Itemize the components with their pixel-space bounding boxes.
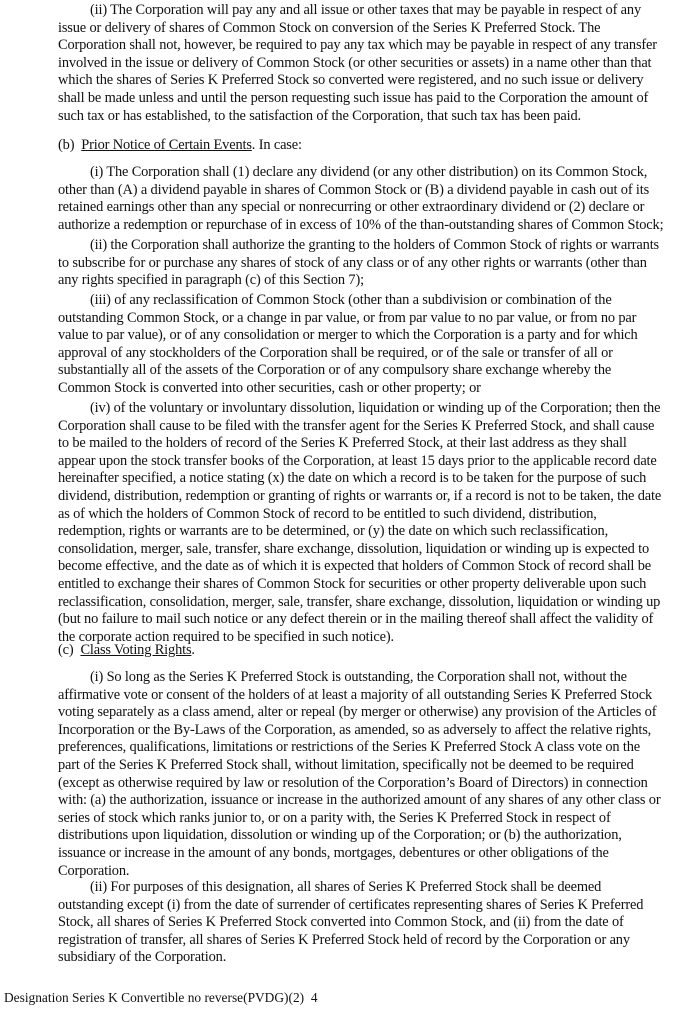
- text-line: redemption, rights or warrants are to be determined, or (y) the date on which such reclassification,: [58, 523, 609, 540]
- section-b-heading: [58, 137, 698, 155]
- text-line: (iii) of any reclassification of Common Stock (other than a subdivision or combination of the: [90, 292, 612, 308]
- text-line: Corporation.: [58, 862, 130, 879]
- text-line: other than (A) a dividend payable in shares of Common Stock or (B) a dividend payable in cash out of its: [58, 181, 650, 198]
- text-line: value to par value), or of any consolidation or merger to which the Corporation is a party and for which: [58, 327, 638, 344]
- text-line: substantially all of the assets of the Corporation or of any compulsory share exchange whereby the: [58, 362, 612, 379]
- paragraph-c-ii: [58, 879, 698, 967]
- text-line: (ii) For purposes of this designation, all shares of Series K Preferred Stock shall be deemed: [90, 879, 602, 895]
- text-line: Corporation shall cause to be filed with the transfer agent for the Series K Preferred Stock, and shall cause: [58, 417, 655, 434]
- text-line: consolidation, merger, sale, transfer, share exchange, dissolution, liquidation or winding up is expected to: [58, 540, 650, 557]
- text-line: (i) So long as the Series K Preferred Stock is outstanding, the Corporation shall not, without the: [90, 669, 627, 685]
- text-line: affirmative vote or consent of the holders of at least a majority of all outstanding Series K Preferred Stock: [58, 686, 653, 703]
- text-line: retained earnings other than any special or nonrecurring or other extraordinary dividend or (2) declare or: [58, 199, 645, 216]
- text-line: to be mailed to the holders of record of the Series K Preferred Stock, at their last address as they shall: [58, 435, 627, 452]
- text-line: reclassification, consolidation, merger, sale, transfer, share exchange, dissolution, liquidation or winding up: [58, 593, 661, 610]
- page-footer: [4, 990, 318, 1006]
- text-line: such tax or has established, to the satisfaction of the Corporation, that such tax has been paid.: [58, 107, 581, 124]
- section-b-title: Prior Notice of Certain Events: [81, 137, 252, 153]
- page-number: 4: [310, 990, 318, 1005]
- text-line: become effective, and the date as of which it is expected that holders of Common Stock of record shall be: [58, 558, 651, 575]
- text-line: issue or delivery of shares of Common Stock on conversion of the Series K Preferred Stock. The: [58, 19, 601, 36]
- text-line: appear upon the stock transfer books of the Corporation, at least 15 days prior to the applicable record date: [58, 452, 657, 469]
- text-line: hereinafter specified, a notice stating (x) the date on which a record is to be taken for the purpose of such: [58, 470, 647, 487]
- text-line: the corporate action required to be specified in such notice).: [58, 628, 394, 645]
- text-line: any rights specified in paragraph (c) of this Section 7);: [58, 272, 364, 289]
- text-line: (iv) of the voluntary or involuntary dissolution, liquidation or winding up of the Corporation; then the: [90, 400, 661, 416]
- text-line: registration of transfer, all shares of Series K Preferred Stock held of record by the Corporation or any: [58, 931, 630, 948]
- paragraph-a-ii: [58, 2, 698, 125]
- text-line: with: (a) the authorization, issuance or increase in the authorized amount of any shares of any other class or: [58, 792, 661, 809]
- text-line: distributions upon liquidation, dissolution or winding up of the Corporation; or (b) the authorization,: [58, 827, 622, 844]
- text-line: approval of any stockholders of the Corporation shall be required, or of the sale or transfer of all or: [58, 344, 613, 361]
- paragraph-b-i: [58, 164, 698, 234]
- text-line: Corporation shall not, however, be required to pay any tax which may be payable in respect of any transfer: [58, 37, 657, 54]
- paragraph-b-ii: [58, 237, 698, 290]
- text-line: voting separately as a class amend, alter or repeal (by merger or otherwise) any provision of the Articles of: [58, 704, 657, 721]
- section-c-title: Class Voting Rights: [80, 642, 192, 658]
- text-line: series of stock which ranks junior to, or on a parity with, the Series K Preferred Stock in respect of: [58, 809, 611, 826]
- text-line: entitled to exchange their shares of Common Stock for securities or other property deliverable upon such: [58, 575, 647, 592]
- text-line: (ii) the Corporation shall authorize the granting to the holders of Common Stock of rights or warrants: [90, 237, 659, 253]
- text-line: issuance or increase in the amount of any bonds, mortgages, debentures or other obligations of the: [58, 844, 609, 861]
- text-line: shall be made unless and until the person requesting such issue has paid to the Corporation the amount of: [58, 89, 649, 106]
- paragraph-c-i: [58, 669, 698, 880]
- text-line: involved in the issue or delivery of Common Stock (or other securities or assets) in a name other than that: [58, 54, 652, 71]
- paragraph-b-iii: [58, 292, 698, 398]
- section-b-label: (b): [58, 137, 75, 153]
- text-line: which the shares of Series K Preferred Stock so converted were registered, and no such issue or delivery: [58, 72, 644, 89]
- text-line: authorize a redemption or repurchase of in excess of 10% of the than-outstanding shares of Common Stock;: [58, 216, 664, 233]
- text-line: preferences, qualifications, limitations or restrictions of the Series K Preferred Stock A class vote on the: [58, 739, 641, 756]
- section-c-label: (c): [58, 642, 74, 658]
- text-line: outstanding except (i) from the date of surrender of certificates representing shares of Series K Preferred: [58, 896, 644, 913]
- text-line: part of the Series K Preferred Stock shall, without limitation, specifically not be deemed to be required: [58, 756, 634, 773]
- text-line: (i) The Corporation shall (1) declare any dividend (or any other distribution) on its Common Stock,: [90, 164, 648, 180]
- text-line: Incorporation or the By-Laws of the Corporation, as amended, so as adversely to affect the relative rights,: [58, 721, 652, 738]
- text-line: to subscribe for or purchase any shares of stock of any class or of any other rights or warrants (other than: [58, 254, 647, 271]
- section-b-suffix: . In case:: [251, 137, 302, 153]
- text-line: outstanding Common Stock, or a change in par value, or from par value to no par value, or from no par: [58, 309, 637, 326]
- text-line: (except as otherwise required by law or resolution of the Corporation’s Board of Directors) in connection: [58, 774, 648, 791]
- paragraph-b-iv: [58, 400, 698, 646]
- text-line: Stock, all shares of Series K Preferred Stock converted into Common Stock, and (ii) from the date of: [58, 914, 624, 931]
- text-line: (ii) The Corporation will pay any and all issue or other taxes that may be payable in respect of any: [90, 2, 641, 18]
- text-line: dividend, distribution, redemption or granting of rights or warrants or, if a record is not to be taken, the date: [58, 487, 662, 504]
- section-c-heading: [58, 642, 698, 660]
- text-line: (but no failure to mail such notice or any defect therein or in the mailing thereof shall affect the validity of: [58, 611, 654, 628]
- text-line: as of which the holders of Common Stock of record to be entitled to such dividend, distribution,: [58, 505, 597, 522]
- text-line: Common Stock is converted into other securities, cash or other property; or: [58, 379, 481, 396]
- section-c-suffix: .: [191, 642, 195, 658]
- footer-document-name: Designation Series K Convertible no reverse(PVDG)(2): [4, 990, 305, 1005]
- text-line: subsidiary of the Corporation.: [58, 949, 227, 966]
